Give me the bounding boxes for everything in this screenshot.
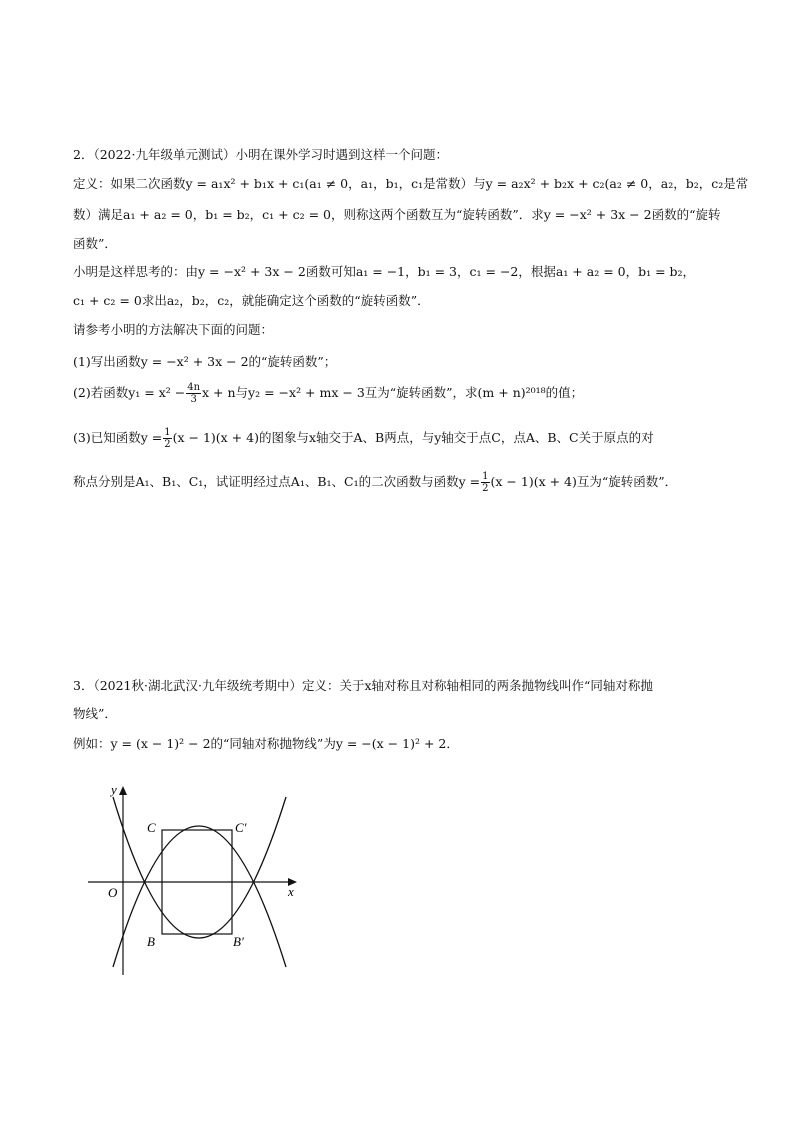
instruction-line: 请参考小明的方法解决下面的问题： xyxy=(73,322,274,337)
fraction-denominator: 2 xyxy=(482,483,489,494)
fraction-one-half xyxy=(481,471,489,494)
question-1: (1)写出函数y = −x² + 3x − 2的“旋转函数”； xyxy=(73,354,337,369)
definition-line-3: 函数”． xyxy=(73,236,117,251)
definition-line-2: 数）满足a₁ + a₂ = 0，b₁ = b₂，c₁ + c₂ = 0，则称这两个函数互为“旋转函数”．求y = −x² + 3x − 2函数的“旋转 xyxy=(73,207,721,222)
parabola-graph xyxy=(83,780,313,980)
parabola-down xyxy=(113,826,286,967)
question-3-part-c: 称点分别是A₁、B₁、C₁，试证明经过点A₁、B₁、C₁的二次函数与函数y = xyxy=(73,474,481,489)
question-3-part-d: (x − 1)(x + 4)互为“旋转函数”． xyxy=(490,474,678,489)
x-axis-label: x xyxy=(288,884,294,899)
question-2-part-b: x + n与y₂ = −x² + mx − 3互为“旋转函数”，求(m + n)²⁰¹⁸的值； xyxy=(202,385,584,400)
thinking-line-1: 小明是这样思考的：由y = −x² + 3x − 2函数可知a₁ = −1，b₁ = 3，c₁ = −2，根据a₁ + a₂ = 0，b₁ = b₂， xyxy=(73,264,696,279)
fraction-numerator: 1 xyxy=(164,427,171,438)
problem-3-heading: 3．（2021秋·湖北武汉·九年级统考期中）定义：关于x轴对称且对称轴相同的两条抛物线叫作“同轴对称抛 xyxy=(73,678,653,693)
fraction-denominator: 3 xyxy=(190,394,197,405)
problem-2-heading: 2．（2022·九年级单元测试）小明在课外学习时遇到这样一个问题： xyxy=(73,147,448,162)
origin-label: O xyxy=(108,885,118,900)
example-line: 例如：y = (x − 1)² − 2的“同轴对称抛物线”为y = −(x − 1)² + 2． xyxy=(73,736,459,751)
fraction-denominator: 2 xyxy=(164,439,171,450)
point-b-prime-label: B′ xyxy=(233,934,244,949)
fraction-numerator: 1 xyxy=(482,471,489,482)
question-3-line-2 xyxy=(73,471,677,494)
problem-3-heading-cont: 物线”． xyxy=(73,706,117,721)
question-3-part-b: (x − 1)(x + 4)的图象与x轴交于A、B两点，与y轴交于点C，点A、B、C关于原点的对 xyxy=(172,430,654,445)
fraction-4n-over-3 xyxy=(186,382,201,405)
parabola-up xyxy=(113,797,286,938)
fraction-one-half xyxy=(163,427,171,450)
question-2-part-a: (2)若函数y₁ = x² − xyxy=(73,385,186,400)
thinking-line-2: c₁ + c₂ = 0求出a₂，b₂，c₂，就能确定这个函数的“旋转函数”． xyxy=(73,293,430,308)
question-3-line-1 xyxy=(73,427,654,450)
y-axis-arrow xyxy=(119,786,127,795)
question-2 xyxy=(73,382,583,405)
fraction-numerator: 4n xyxy=(187,382,201,393)
y-axis-label: y xyxy=(111,782,117,797)
point-b-label: B xyxy=(147,934,155,949)
point-c-label: C xyxy=(147,820,156,835)
question-3-part-a: (3)已知函数y = xyxy=(73,430,163,445)
point-c-prime-label: C′ xyxy=(235,820,247,835)
definition-line-1: 定义：如果二次函数y = a₁x² + b₁x + c₁(a₁ ≠ 0，a₁，b₁，c₁是常数）与y = a₂x² + b₂x + c₂(a₂ ≠ 0，a₂，b₂，c₂是常 xyxy=(73,176,749,191)
